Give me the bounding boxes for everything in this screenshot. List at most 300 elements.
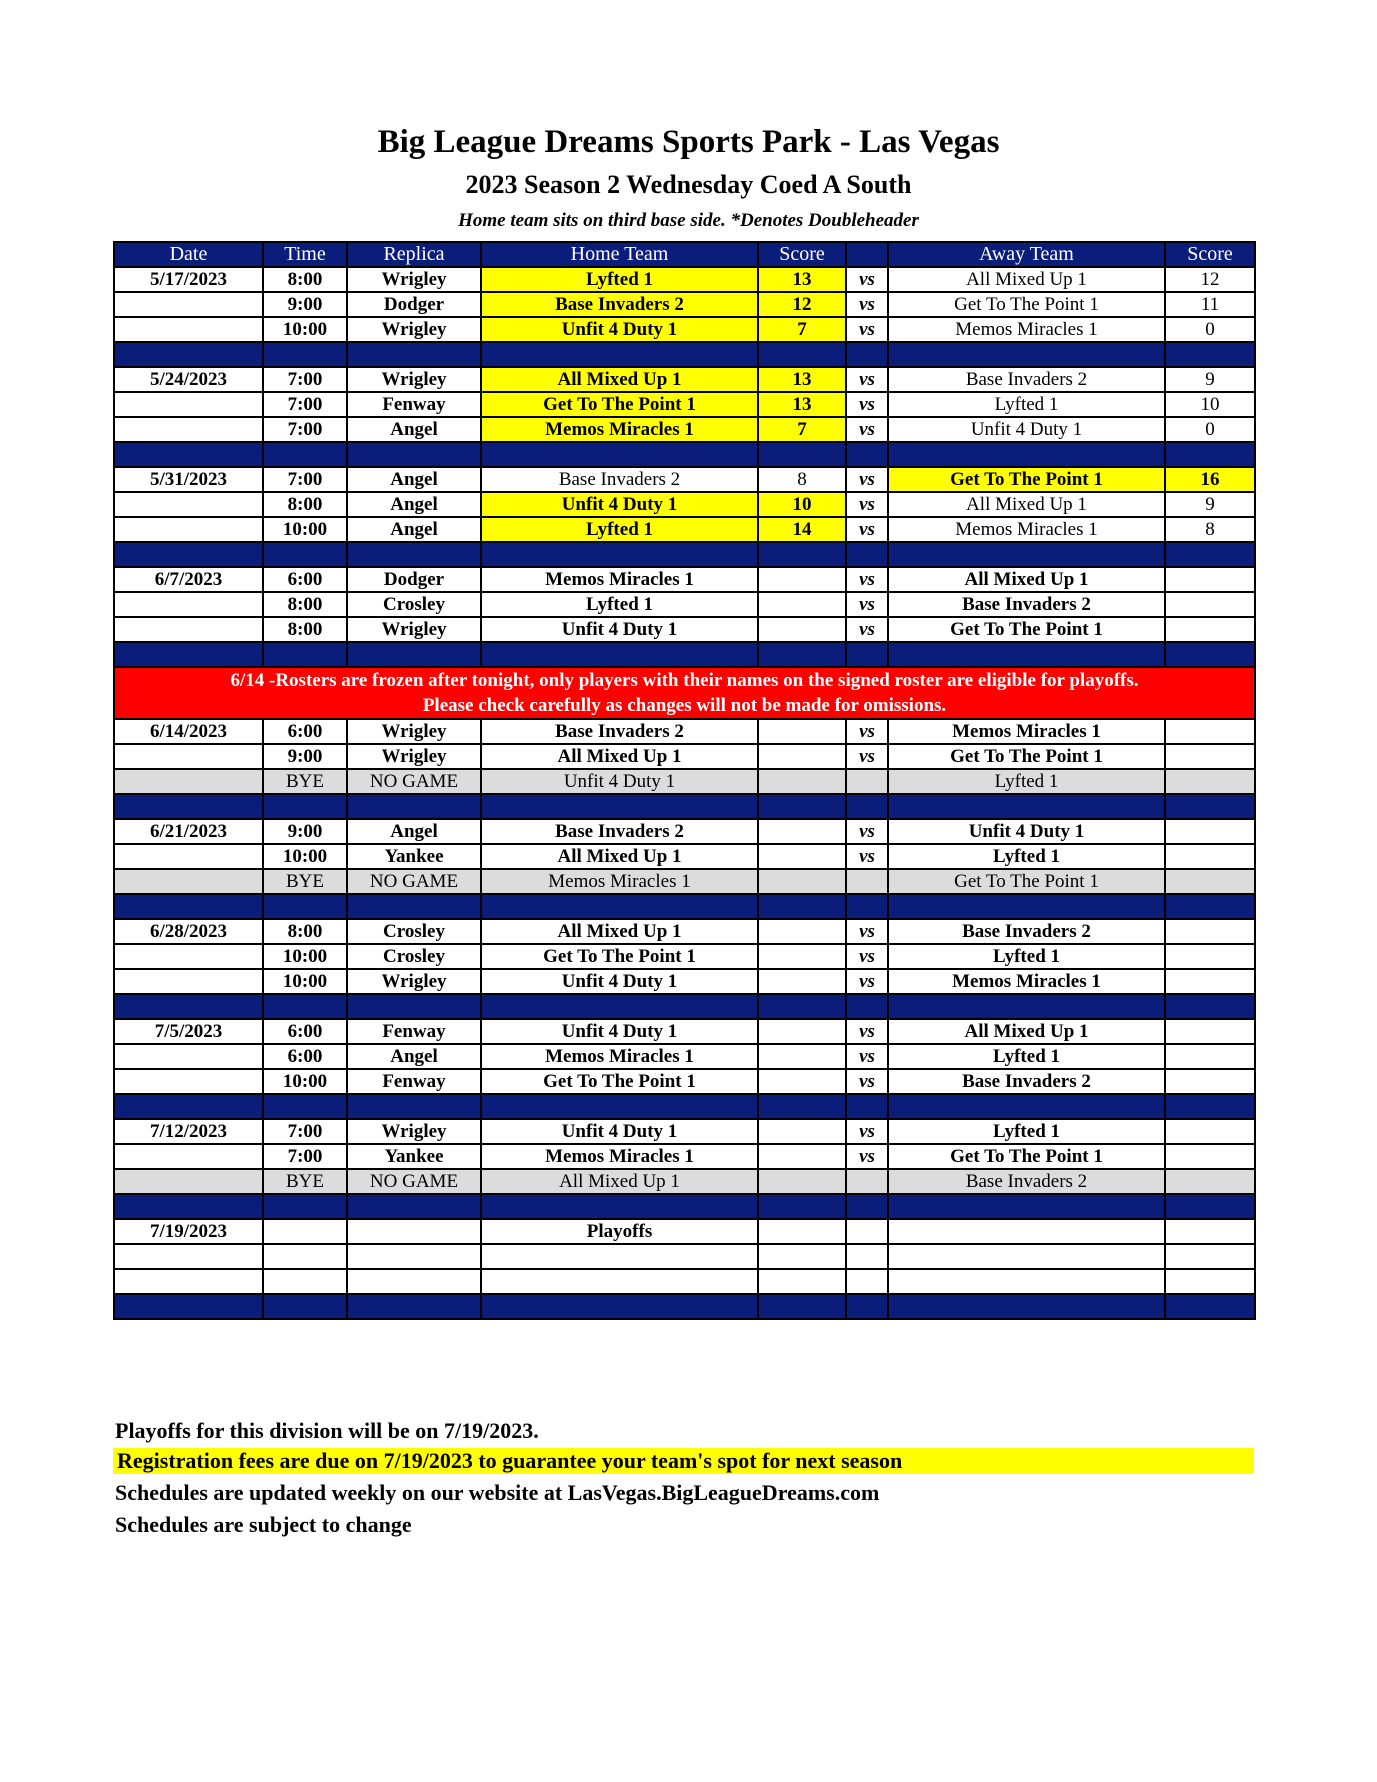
date-cell: [114, 869, 263, 894]
replica-cell: NO GAME: [347, 1169, 481, 1194]
separator-cell: [846, 1094, 888, 1119]
date-cell: 7/5/2023: [114, 1019, 263, 1044]
time-cell: [263, 1244, 347, 1269]
table-row: [114, 1269, 1255, 1294]
home-team-cell: Lyfted 1: [481, 592, 758, 617]
home-team-cell: Playoffs: [481, 1219, 758, 1244]
vs-cell: [846, 1169, 888, 1194]
separator-cell: [888, 542, 1165, 567]
separator-cell: [888, 642, 1165, 667]
home-score-cell: [758, 969, 846, 994]
vs-cell: vs: [846, 317, 888, 342]
away-team-cell: [888, 1219, 1165, 1244]
home-team-cell: Unfit 4 Duty 1: [481, 969, 758, 994]
away-team-cell: Base Invaders 2: [888, 592, 1165, 617]
col-header-home-team: Home Team: [481, 242, 758, 267]
away-team-cell: Lyfted 1: [888, 392, 1165, 417]
home-score-cell: [758, 819, 846, 844]
table-row: [114, 1219, 1255, 1244]
away-team-cell: Memos Miracles 1: [888, 517, 1165, 542]
separator-cell: [1165, 542, 1255, 567]
home-team-cell: Memos Miracles 1: [481, 567, 758, 592]
separator-cell: [846, 342, 888, 367]
home-team-cell: Get To The Point 1: [481, 944, 758, 969]
away-score-cell: 10: [1165, 392, 1255, 417]
replica-cell: Dodger: [347, 292, 481, 317]
separator-cell: [347, 1194, 481, 1219]
separator-cell: [481, 1094, 758, 1119]
time-cell: 6:00: [263, 567, 347, 592]
separator-cell: [347, 442, 481, 467]
home-team-cell: Lyfted 1: [481, 517, 758, 542]
replica-cell: [347, 1269, 481, 1294]
separator-cell: [846, 894, 888, 919]
separator-cell: [347, 1294, 481, 1319]
vs-cell: vs: [846, 267, 888, 292]
away-score-cell: [1165, 592, 1255, 617]
separator-cell: [263, 1094, 347, 1119]
separator-cell: [758, 794, 846, 819]
away-team-cell: Base Invaders 2: [888, 919, 1165, 944]
home-team-cell: All Mixed Up 1: [481, 744, 758, 769]
home-score-cell: 8: [758, 467, 846, 492]
away-score-cell: [1165, 617, 1255, 642]
away-team-cell: Lyfted 1: [888, 1044, 1165, 1069]
date-cell: [114, 769, 263, 794]
table-row: [114, 744, 1255, 769]
footer-registration-note: Registration fees are due on 7/19/2023 to guarantee your team's spot for next season: [113, 1448, 1254, 1474]
separator-cell: [481, 1194, 758, 1219]
home-team-cell: Base Invaders 2: [481, 467, 758, 492]
table-row: [114, 592, 1255, 617]
home-score-cell: [758, 1019, 846, 1044]
replica-cell: [347, 1244, 481, 1269]
away-score-cell: [1165, 869, 1255, 894]
table-row: [114, 1144, 1255, 1169]
time-cell: [263, 1219, 347, 1244]
vs-cell: [846, 1244, 888, 1269]
away-score-cell: [1165, 567, 1255, 592]
replica-cell: Wrigley: [347, 267, 481, 292]
away-team-cell: All Mixed Up 1: [888, 492, 1165, 517]
time-cell: 8:00: [263, 592, 347, 617]
separator-cell: [347, 894, 481, 919]
week-separator: [114, 442, 1255, 467]
home-team-cell: Unfit 4 Duty 1: [481, 317, 758, 342]
vs-cell: vs: [846, 969, 888, 994]
replica-cell: Crosley: [347, 592, 481, 617]
date-cell: 6/28/2023: [114, 919, 263, 944]
home-score-cell: [758, 944, 846, 969]
away-score-cell: [1165, 844, 1255, 869]
col-header-replica: Replica: [347, 242, 481, 267]
separator-cell: [888, 342, 1165, 367]
time-cell: 10:00: [263, 969, 347, 994]
replica-cell: Wrigley: [347, 969, 481, 994]
date-cell: 7/12/2023: [114, 1119, 263, 1144]
replica-cell: Angel: [347, 492, 481, 517]
home-team-cell: [481, 1244, 758, 1269]
away-score-cell: [1165, 1044, 1255, 1069]
time-cell: 8:00: [263, 492, 347, 517]
separator-cell: [481, 894, 758, 919]
home-score-cell: [758, 919, 846, 944]
away-score-cell: [1165, 944, 1255, 969]
home-score-cell: [758, 769, 846, 794]
away-team-cell: Memos Miracles 1: [888, 719, 1165, 744]
away-team-cell: Lyfted 1: [888, 769, 1165, 794]
separator-cell: [1165, 1094, 1255, 1119]
vs-cell: vs: [846, 744, 888, 769]
table-row: [114, 267, 1255, 292]
home-team-cell: All Mixed Up 1: [481, 844, 758, 869]
vs-cell: vs: [846, 517, 888, 542]
away-team-cell: Get To The Point 1: [888, 617, 1165, 642]
separator-cell: [1165, 342, 1255, 367]
home-team-cell: Unfit 4 Duty 1: [481, 617, 758, 642]
home-score-cell: [758, 844, 846, 869]
separator-cell: [758, 542, 846, 567]
date-cell: 7/19/2023: [114, 1219, 263, 1244]
time-cell: 7:00: [263, 392, 347, 417]
away-score-cell: 9: [1165, 367, 1255, 392]
separator-cell: [114, 442, 263, 467]
home-score-cell: [758, 1069, 846, 1094]
table-row: [114, 869, 1255, 894]
separator-cell: [481, 642, 758, 667]
week-separator: [114, 1094, 1255, 1119]
separator-cell: [1165, 994, 1255, 1019]
home-score-cell: [758, 1169, 846, 1194]
table-row: [114, 292, 1255, 317]
time-cell: 6:00: [263, 1019, 347, 1044]
away-score-cell: 8: [1165, 517, 1255, 542]
separator-cell: [758, 1194, 846, 1219]
vs-cell: vs: [846, 1144, 888, 1169]
separator-cell: [758, 642, 846, 667]
replica-cell: Angel: [347, 467, 481, 492]
away-score-cell: [1165, 744, 1255, 769]
separator-cell: [347, 642, 481, 667]
separator-cell: [758, 1294, 846, 1319]
home-score-cell: 13: [758, 367, 846, 392]
replica-cell: Angel: [347, 1044, 481, 1069]
home-team-cell: Memos Miracles 1: [481, 1144, 758, 1169]
col-header-away-team: Away Team: [888, 242, 1165, 267]
away-score-cell: [1165, 1144, 1255, 1169]
vs-cell: vs: [846, 1019, 888, 1044]
roster-notice: [114, 667, 1255, 719]
separator-cell: [888, 994, 1165, 1019]
away-team-cell: Lyfted 1: [888, 944, 1165, 969]
table-row: [114, 1019, 1255, 1044]
time-cell: 8:00: [263, 617, 347, 642]
vs-cell: vs: [846, 819, 888, 844]
home-team-cell: Base Invaders 2: [481, 719, 758, 744]
separator-cell: [846, 794, 888, 819]
date-cell: [114, 417, 263, 442]
replica-cell: Crosley: [347, 919, 481, 944]
vs-cell: vs: [846, 417, 888, 442]
home-score-cell: 13: [758, 392, 846, 417]
replica-cell: Yankee: [347, 1144, 481, 1169]
replica-cell: NO GAME: [347, 769, 481, 794]
time-cell: 7:00: [263, 417, 347, 442]
separator-cell: [263, 642, 347, 667]
away-team-cell: Unfit 4 Duty 1: [888, 417, 1165, 442]
home-team-cell: Get To The Point 1: [481, 1069, 758, 1094]
home-score-cell: [758, 617, 846, 642]
separator-cell: [758, 994, 846, 1019]
separator-cell: [114, 1194, 263, 1219]
table-row: [114, 1244, 1255, 1269]
away-score-cell: [1165, 1069, 1255, 1094]
home-team-cell: Base Invaders 2: [481, 819, 758, 844]
replica-cell: Wrigley: [347, 1119, 481, 1144]
table-header-row: [114, 242, 1255, 267]
col-header-away-score: Score: [1165, 242, 1255, 267]
away-score-cell: 11: [1165, 292, 1255, 317]
separator-cell: [888, 1094, 1165, 1119]
table-row: [114, 617, 1255, 642]
date-cell: [114, 944, 263, 969]
home-score-cell: [758, 1044, 846, 1069]
away-team-cell: Get To The Point 1: [888, 467, 1165, 492]
col-header-home-score: Score: [758, 242, 846, 267]
schedule-table: [113, 241, 1256, 1320]
home-score-cell: 10: [758, 492, 846, 517]
footer-change-note: Schedules are subject to change: [115, 1512, 412, 1537]
separator-cell: [1165, 894, 1255, 919]
separator-cell: [481, 994, 758, 1019]
vs-cell: vs: [846, 844, 888, 869]
date-cell: [114, 969, 263, 994]
separator-cell: [114, 1094, 263, 1119]
replica-cell: Wrigley: [347, 317, 481, 342]
table-row: [114, 492, 1255, 517]
separator-cell: [888, 794, 1165, 819]
home-team-cell: Memos Miracles 1: [481, 869, 758, 894]
away-score-cell: 0: [1165, 417, 1255, 442]
roster-notice-line1: 6/14 -Rosters are frozen after tonight, only players with their names on the signed roster are eligible for playoffs.: [230, 670, 1139, 691]
table-row: [114, 844, 1255, 869]
week-separator: [114, 1194, 1255, 1219]
away-score-cell: [1165, 1244, 1255, 1269]
table-row: [114, 719, 1255, 744]
separator-cell: [481, 542, 758, 567]
date-cell: [114, 517, 263, 542]
time-cell: [263, 1269, 347, 1294]
time-cell: 9:00: [263, 744, 347, 769]
home-team-cell: Memos Miracles 1: [481, 1044, 758, 1069]
away-score-cell: [1165, 969, 1255, 994]
separator-cell: [1165, 642, 1255, 667]
vs-cell: vs: [846, 617, 888, 642]
away-score-cell: [1165, 919, 1255, 944]
home-team-cell: Base Invaders 2: [481, 292, 758, 317]
separator-cell: [846, 1294, 888, 1319]
home-score-cell: [758, 1269, 846, 1294]
page-title: Big League Dreams Sports Park - Las Vegas: [377, 124, 1000, 160]
away-team-cell: [888, 1244, 1165, 1269]
separator-cell: [888, 1194, 1165, 1219]
time-cell: 7:00: [263, 467, 347, 492]
time-cell: 9:00: [263, 819, 347, 844]
away-score-cell: [1165, 1119, 1255, 1144]
vs-cell: vs: [846, 1044, 888, 1069]
page-note: Home team sits on third base side. *Denotes Doubleheader: [458, 210, 919, 231]
time-cell: 7:00: [263, 1144, 347, 1169]
vs-cell: [846, 769, 888, 794]
separator-cell: [758, 342, 846, 367]
replica-cell: Wrigley: [347, 617, 481, 642]
separator-cell: [263, 542, 347, 567]
week-separator: [114, 642, 1255, 667]
vs-cell: vs: [846, 592, 888, 617]
vs-cell: vs: [846, 392, 888, 417]
time-cell: 7:00: [263, 1119, 347, 1144]
home-score-cell: [758, 719, 846, 744]
home-score-cell: 7: [758, 417, 846, 442]
col-header-vs: [846, 242, 888, 267]
separator-cell: [114, 342, 263, 367]
separator-cell: [1165, 442, 1255, 467]
date-cell: [114, 1069, 263, 1094]
home-score-cell: [758, 567, 846, 592]
away-score-cell: [1165, 1169, 1255, 1194]
vs-cell: vs: [846, 1069, 888, 1094]
away-team-cell: [888, 1269, 1165, 1294]
away-score-cell: [1165, 1019, 1255, 1044]
vs-cell: vs: [846, 467, 888, 492]
table-row: [114, 417, 1255, 442]
date-cell: [114, 317, 263, 342]
footer-website-note: Schedules are updated weekly on our website at LasVegas.BigLeagueDreams.com: [115, 1480, 880, 1505]
replica-cell: NO GAME: [347, 869, 481, 894]
separator-cell: [347, 542, 481, 567]
separator-cell: [888, 894, 1165, 919]
date-cell: [114, 592, 263, 617]
separator-cell: [263, 994, 347, 1019]
time-cell: 8:00: [263, 267, 347, 292]
away-team-cell: Lyfted 1: [888, 1119, 1165, 1144]
replica-cell: Fenway: [347, 392, 481, 417]
vs-cell: vs: [846, 1119, 888, 1144]
time-cell: 6:00: [263, 719, 347, 744]
home-score-cell: 12: [758, 292, 846, 317]
time-cell: 10:00: [263, 317, 347, 342]
vs-cell: [846, 1219, 888, 1244]
separator-cell: [114, 894, 263, 919]
separator-cell: [114, 542, 263, 567]
date-cell: 6/21/2023: [114, 819, 263, 844]
vs-cell: vs: [846, 944, 888, 969]
home-score-cell: [758, 1119, 846, 1144]
home-score-cell: 14: [758, 517, 846, 542]
away-score-cell: [1165, 769, 1255, 794]
away-team-cell: Memos Miracles 1: [888, 969, 1165, 994]
away-team-cell: All Mixed Up 1: [888, 1019, 1165, 1044]
home-team-cell: Unfit 4 Duty 1: [481, 492, 758, 517]
away-team-cell: Base Invaders 2: [888, 1069, 1165, 1094]
vs-cell: [846, 1269, 888, 1294]
replica-cell: Angel: [347, 517, 481, 542]
separator-cell: [263, 442, 347, 467]
separator-cell: [481, 342, 758, 367]
separator-cell: [263, 1194, 347, 1219]
date-cell: [114, 1144, 263, 1169]
home-score-cell: 7: [758, 317, 846, 342]
replica-cell: [347, 1219, 481, 1244]
home-score-cell: [758, 1144, 846, 1169]
away-team-cell: Base Invaders 2: [888, 1169, 1165, 1194]
home-score-cell: [758, 869, 846, 894]
away-score-cell: 16: [1165, 467, 1255, 492]
time-cell: BYE: [263, 1169, 347, 1194]
separator-cell: [888, 1294, 1165, 1319]
separator-cell: [846, 1194, 888, 1219]
date-cell: [114, 844, 263, 869]
replica-cell: Angel: [347, 417, 481, 442]
separator-cell: [114, 642, 263, 667]
table-row: [114, 317, 1255, 342]
table-row: [114, 1119, 1255, 1144]
home-score-cell: [758, 1219, 846, 1244]
table-row: [114, 1044, 1255, 1069]
away-team-cell: All Mixed Up 1: [888, 567, 1165, 592]
away-score-cell: 0: [1165, 317, 1255, 342]
away-score-cell: [1165, 1269, 1255, 1294]
separator-cell: [1165, 1294, 1255, 1319]
time-cell: 10:00: [263, 517, 347, 542]
separator-cell: [347, 994, 481, 1019]
date-cell: 5/24/2023: [114, 367, 263, 392]
away-team-cell: Unfit 4 Duty 1: [888, 819, 1165, 844]
roster-notice-line2: Please check carefully as changes will not be made for omissions.: [422, 695, 947, 716]
page-subtitle: 2023 Season 2 Wednesday Coed A South: [465, 170, 912, 199]
separator-cell: [347, 342, 481, 367]
col-header-time: Time: [263, 242, 347, 267]
table-row: [114, 392, 1255, 417]
home-team-cell: Unfit 4 Duty 1: [481, 1019, 758, 1044]
time-cell: 9:00: [263, 292, 347, 317]
separator-cell: [263, 342, 347, 367]
replica-cell: Angel: [347, 819, 481, 844]
separator-cell: [846, 542, 888, 567]
date-cell: [114, 617, 263, 642]
vs-cell: vs: [846, 292, 888, 317]
separator-cell: [846, 442, 888, 467]
vs-cell: [846, 869, 888, 894]
table-row: [114, 944, 1255, 969]
date-cell: 5/17/2023: [114, 267, 263, 292]
date-cell: 5/31/2023: [114, 467, 263, 492]
date-cell: 6/14/2023: [114, 719, 263, 744]
roster-notice-row: [114, 667, 1255, 719]
time-cell: 10:00: [263, 1069, 347, 1094]
table-row: [114, 769, 1255, 794]
date-cell: [114, 492, 263, 517]
replica-cell: Wrigley: [347, 719, 481, 744]
week-separator: [114, 894, 1255, 919]
date-cell: 6/7/2023: [114, 567, 263, 592]
away-team-cell: Memos Miracles 1: [888, 317, 1165, 342]
date-cell: [114, 1044, 263, 1069]
date-cell: [114, 292, 263, 317]
table-row: [114, 517, 1255, 542]
away-score-cell: [1165, 719, 1255, 744]
time-cell: BYE: [263, 869, 347, 894]
